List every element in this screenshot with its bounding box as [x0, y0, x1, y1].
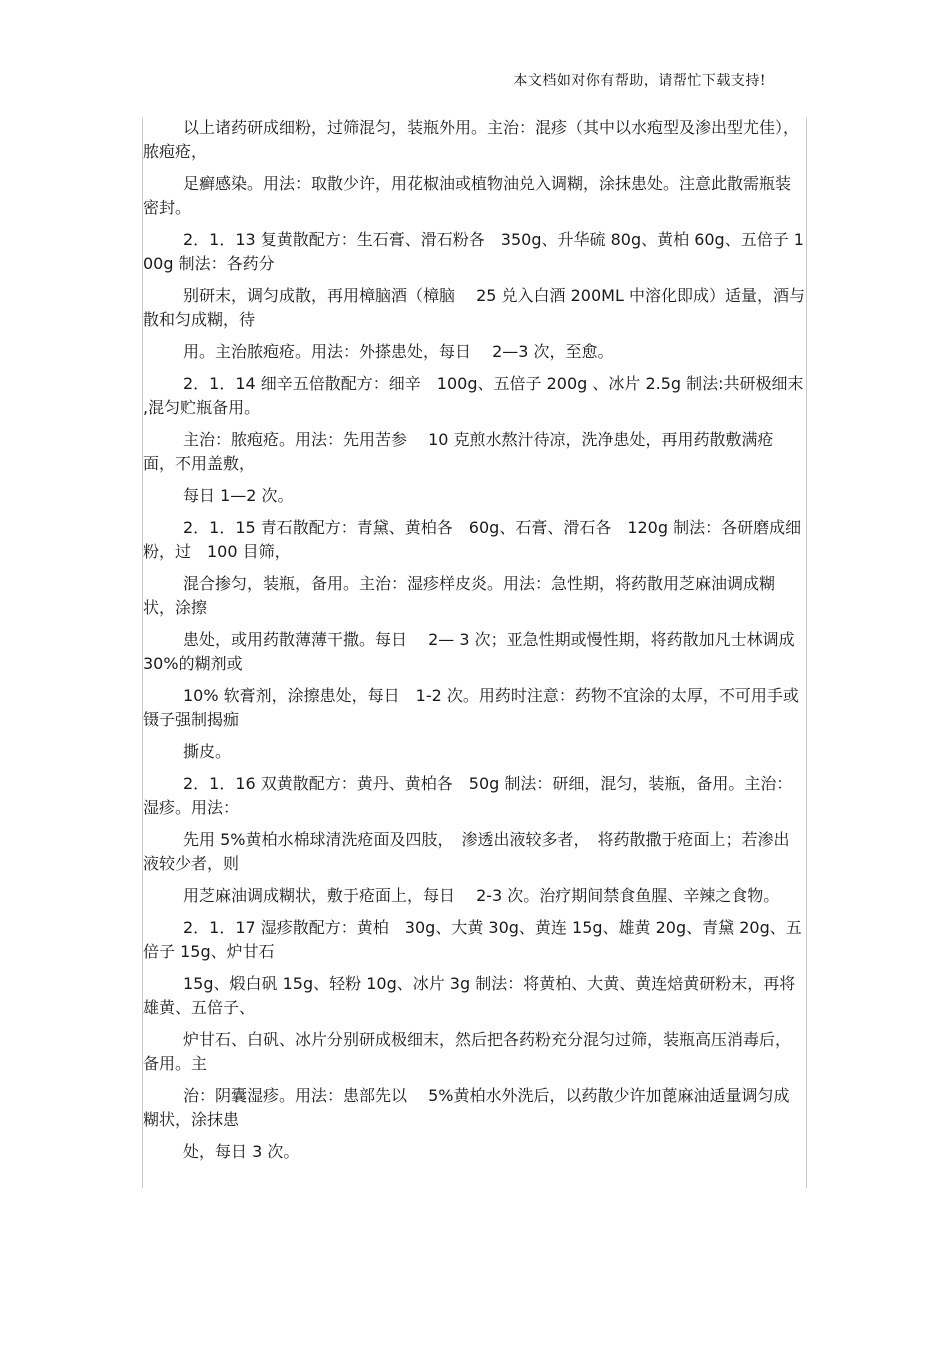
- paragraph: 10% 软膏剂，涂擦患处，每日 1-2 次。用药时注意：药物不宜涂的太厚，不可用手或镊子强制揭痂: [143, 686, 799, 729]
- paragraph: 2．1．15 青石散配方：青黛、黄柏各 60g、石膏、滑石各 120g 制法：各研磨成细粉，过 100 目筛，: [143, 518, 802, 561]
- paragraph: 2．1．13 复黄散配方：生石膏、滑石粉各 350g、升华硫 80g、黄柏 60g、五倍子 100g 制法：各药分: [143, 230, 804, 273]
- paragraph: 治：阴囊湿疹。用法：患部先以 5%黄柏水外洗后，以药散少许加蓖麻油适量调匀成糊状，涂抹患: [143, 1086, 790, 1129]
- paragraph: 患处，或用药散薄薄干撒。每日 2— 3 次；亚急性期或慢性期，将药散加凡士林调成 30%的糊剂或: [143, 630, 795, 673]
- paragraph: 用。主治脓疱疮。用法：外搽患处，每日 2—3 次，至愈。: [183, 342, 614, 361]
- paragraph: 处，每日 3 次。: [183, 1142, 300, 1161]
- paragraph: 足癣感染。用法：取散少许，用花椒油或植物油兑入调糊，涂抹患处。注意此散需瓶装密封。: [143, 174, 792, 217]
- paragraph: 别研末，调匀成散，再用樟脑酒（樟脑 25 兑入白酒 200ML 中溶化即成）适量，酒与散和匀成糊，待: [143, 286, 805, 329]
- paragraph: 每日 1—2 次。: [183, 486, 294, 505]
- paragraph: 先用 5%黄柏水棉球清洗疮面及四肢， 渗透出液较多者， 将药散撒于疮面上；若渗出液较少者，则: [143, 830, 790, 873]
- paragraph: 2．1．16 双黄散配方：黄丹、黄柏各 50g 制法：研细，混匀，装瓶，备用。主治：湿疹。用法：: [143, 774, 793, 817]
- paragraph: 以上诸药研成细粉，过筛混匀，装瓶外用。主治：混疹（其中以水疱型及渗出型尤佳），脓疱疮，: [143, 118, 800, 161]
- document-body: [143, 116, 805, 1172]
- paragraph: 炉甘石、白矾、冰片分别研成极细末，然后把各药粉充分混匀过筛，装瓶高压消毒后，备用。主: [143, 1030, 792, 1073]
- paragraph: 撕皮。: [183, 742, 232, 761]
- paragraph: 主治：脓疱疮。用法：先用苦参 10 克煎水熬汁待凉，洗净患处，再用药散敷满疮面，不用盖敷，: [143, 430, 774, 473]
- paragraph: 2．1．14 细辛五倍散配方：细辛 100g、五倍子 200g 、冰片 2.5g 制法:共研极细末 ,混匀贮瓶备用。: [143, 374, 804, 417]
- header-note: 本文档如对你有帮助，请帮忙下载支持!: [513, 73, 766, 89]
- paragraph: 用芝麻油调成糊状，敷于疮面上，每日 2-3 次。治疗期间禁食鱼腥、辛辣之食物。: [183, 886, 780, 905]
- paragraph: 2．1．17 湿疹散配方：黄柏 30g、大黄 30g、黄连 15g、雄黄 20g、青黛 20g、五倍子 15g、炉甘石: [143, 918, 802, 961]
- paragraph: 混合掺匀，装瓶，备用。主治：湿疹样皮炎。用法：急性期，将药散用芝麻油调成糊状，涂擦: [143, 574, 776, 617]
- right-margin-line: [806, 118, 807, 1188]
- paragraph: 15g、煅白矾 15g、轻粉 10g、冰片 3g 制法：将黄柏、大黄、黄连焙黄研粉末，再将雄黄、五倍子、: [143, 974, 796, 1017]
